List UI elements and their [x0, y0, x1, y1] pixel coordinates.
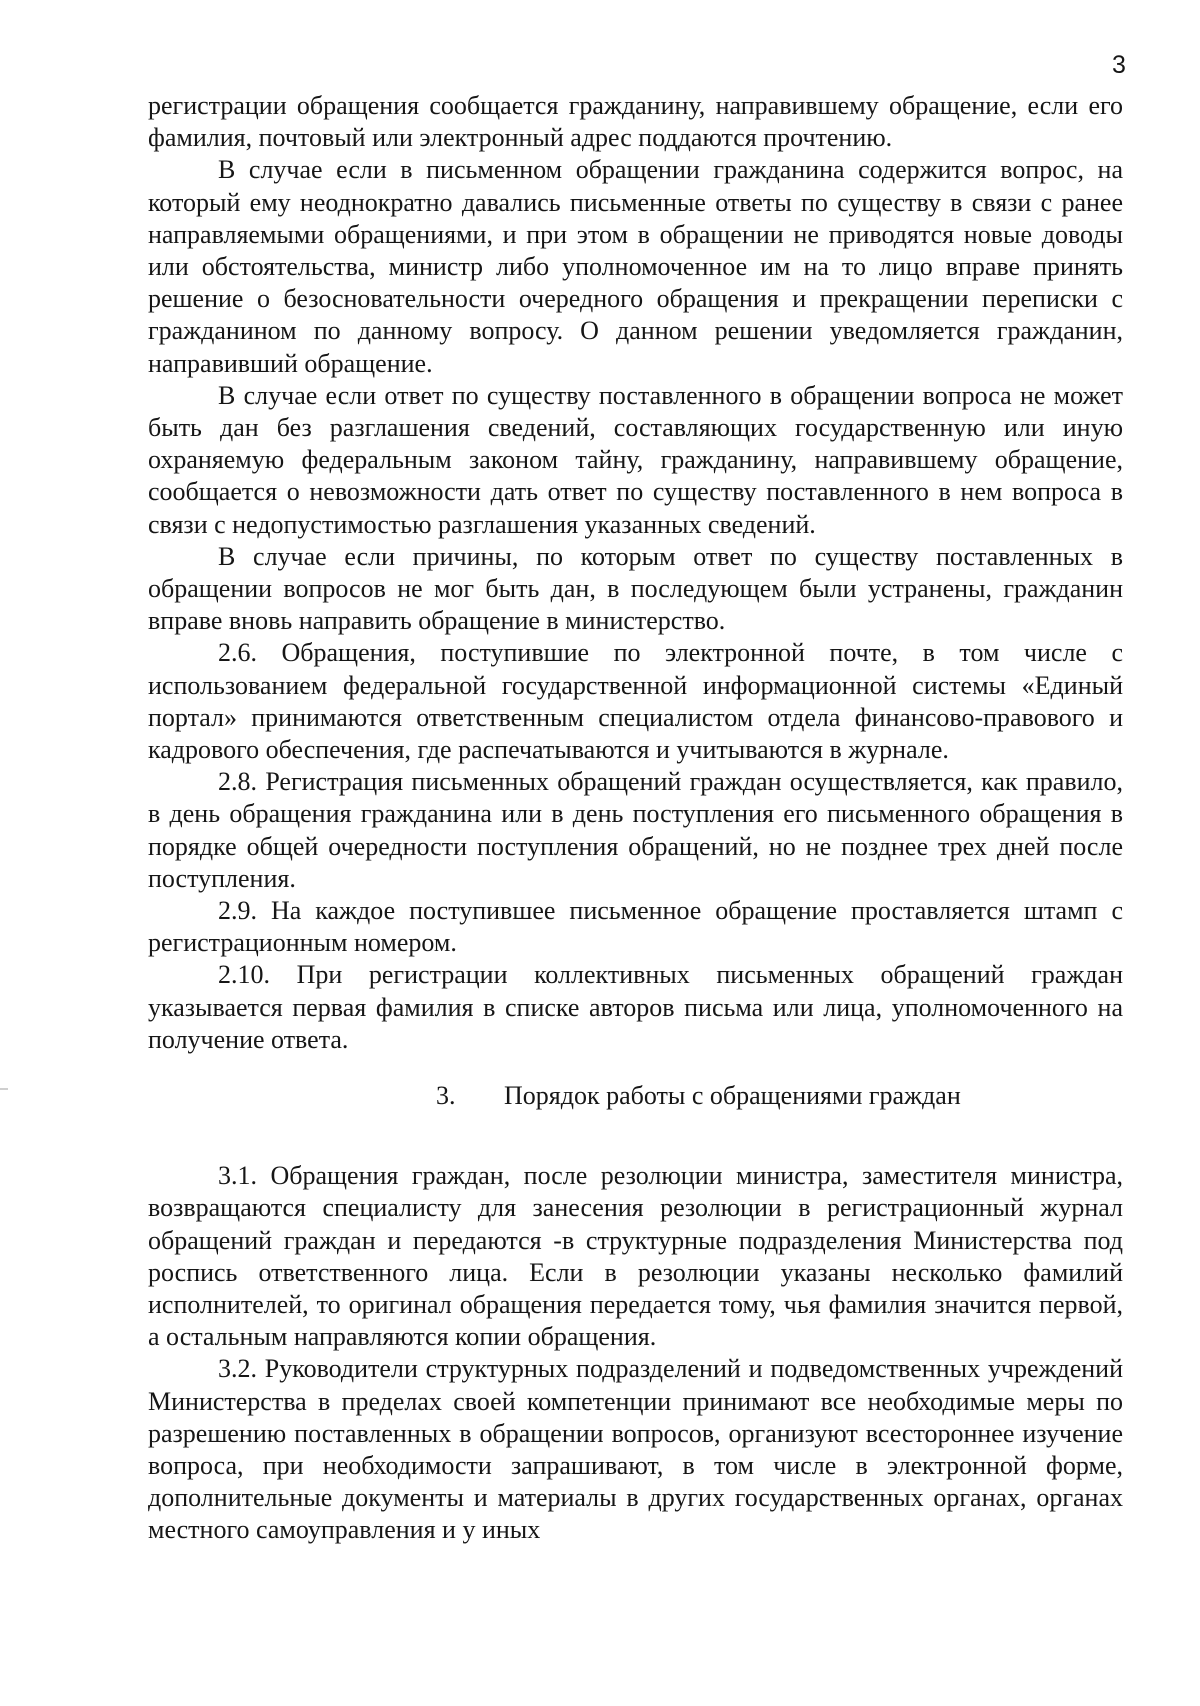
paragraph-2-6: 2.6. Обращения, поступившие по электронной почте, в том числе с использованием федеральной государственной информационной системы «Единый портал» принимаются ответственным специалистом отдела финансово-правового и кадрового обеспечения, где распечатываются и учитываются в журнале. [148, 638, 1123, 765]
section-number: 3. [436, 1081, 456, 1111]
paragraph-1: регистрации обращения сообщается гражданину, направившему обращение, если его фамилия, почтовый или электронный адрес поддаются прочтению. [148, 91, 1123, 153]
paragraph-2-10: 2.10. При регистрации коллективных письменных обращений граждан указывается первая фамилия в списке авторов письма или лица, уполномоченного на получение ответа. [148, 960, 1123, 1054]
paragraph-2-9: 2.9. На каждое поступившее письменное обращение проставляется штамп с регистрационным номером. [148, 896, 1123, 958]
page-number: 3 [1112, 51, 1126, 79]
section-heading [148, 1056, 1123, 1134]
paragraph-3-1: 3.1. Обращения граждан, после резолюции министра, заместителя министра, возвращаются специалисту для занесения резолюции в регистрационный журнал обращений граждан и передаются -в структурные подразделения Министерства под роспись ответственного лица. Если в резолюции указаны несколько фамилий исполнителей, то оригинал обращения передается тому, чья фамилия значится первой, а остальным направляются копии обращения. [148, 1161, 1123, 1352]
paragraph-4: В случае если причины, по которым ответ по существу поставленных в обращении вопросов не мог быть дан, в последующем были устранены, гражданин вправе вновь направить обращение в министерство. [148, 541, 1123, 636]
paragraph-3-2: 3.2. Руководители структурных подразделений и подведомственных учреждений Министерства в пределах своей компетенции принимают все необходимые меры по разрешению поставленных в обращении вопросов, организуют всестороннее изучение вопроса, при необходимости запрашивают, в том числе в электронной форме, дополнительные документы и материалы в других государственных органах, органах местного самоуправления и у иных [148, 1354, 1123, 1545]
document-body [148, 90, 1123, 1547]
paragraph-2: В случае если в письменном обращении гражданина содержится вопрос, на который ему неоднократно давались письменные ответы по существу в связи с ранее направляемыми обращениями, и при этом в обращении не приводятся новые доводы или обстоятельства, министр либо уполномоченное им на то лицо вправе принять решение о безосновательности очередного обращения и прекращении переписки с гражданином по данному вопросу. О данном решении уведомляется гражданин, направивший обращение. [148, 155, 1123, 378]
section-title: Порядок работы с обращениями граждан [504, 1081, 961, 1111]
paragraph-3: В случае если ответ по существу поставленного в обращении вопроса не может быть дан без разглашения сведений, составляющих государственную или иную охраняемую федеральным законом тайну, гражданину, направившему обращение, сообщается о невозможности дать ответ по существу поставленного в нем вопроса в связи с недопустимостью разглашения указанных сведений. [148, 380, 1123, 539]
heading-spacer [148, 1134, 1123, 1160]
scan-margin-mark [0, 1088, 8, 1090]
paragraph-2-8: 2.8. Регистрация письменных обращений граждан осуществляется, как правило, в день обращения гражданина или в день поступления его письменного обращения в порядке общей очередности поступления обращений, но не позднее трех дней после поступления. [148, 767, 1123, 893]
